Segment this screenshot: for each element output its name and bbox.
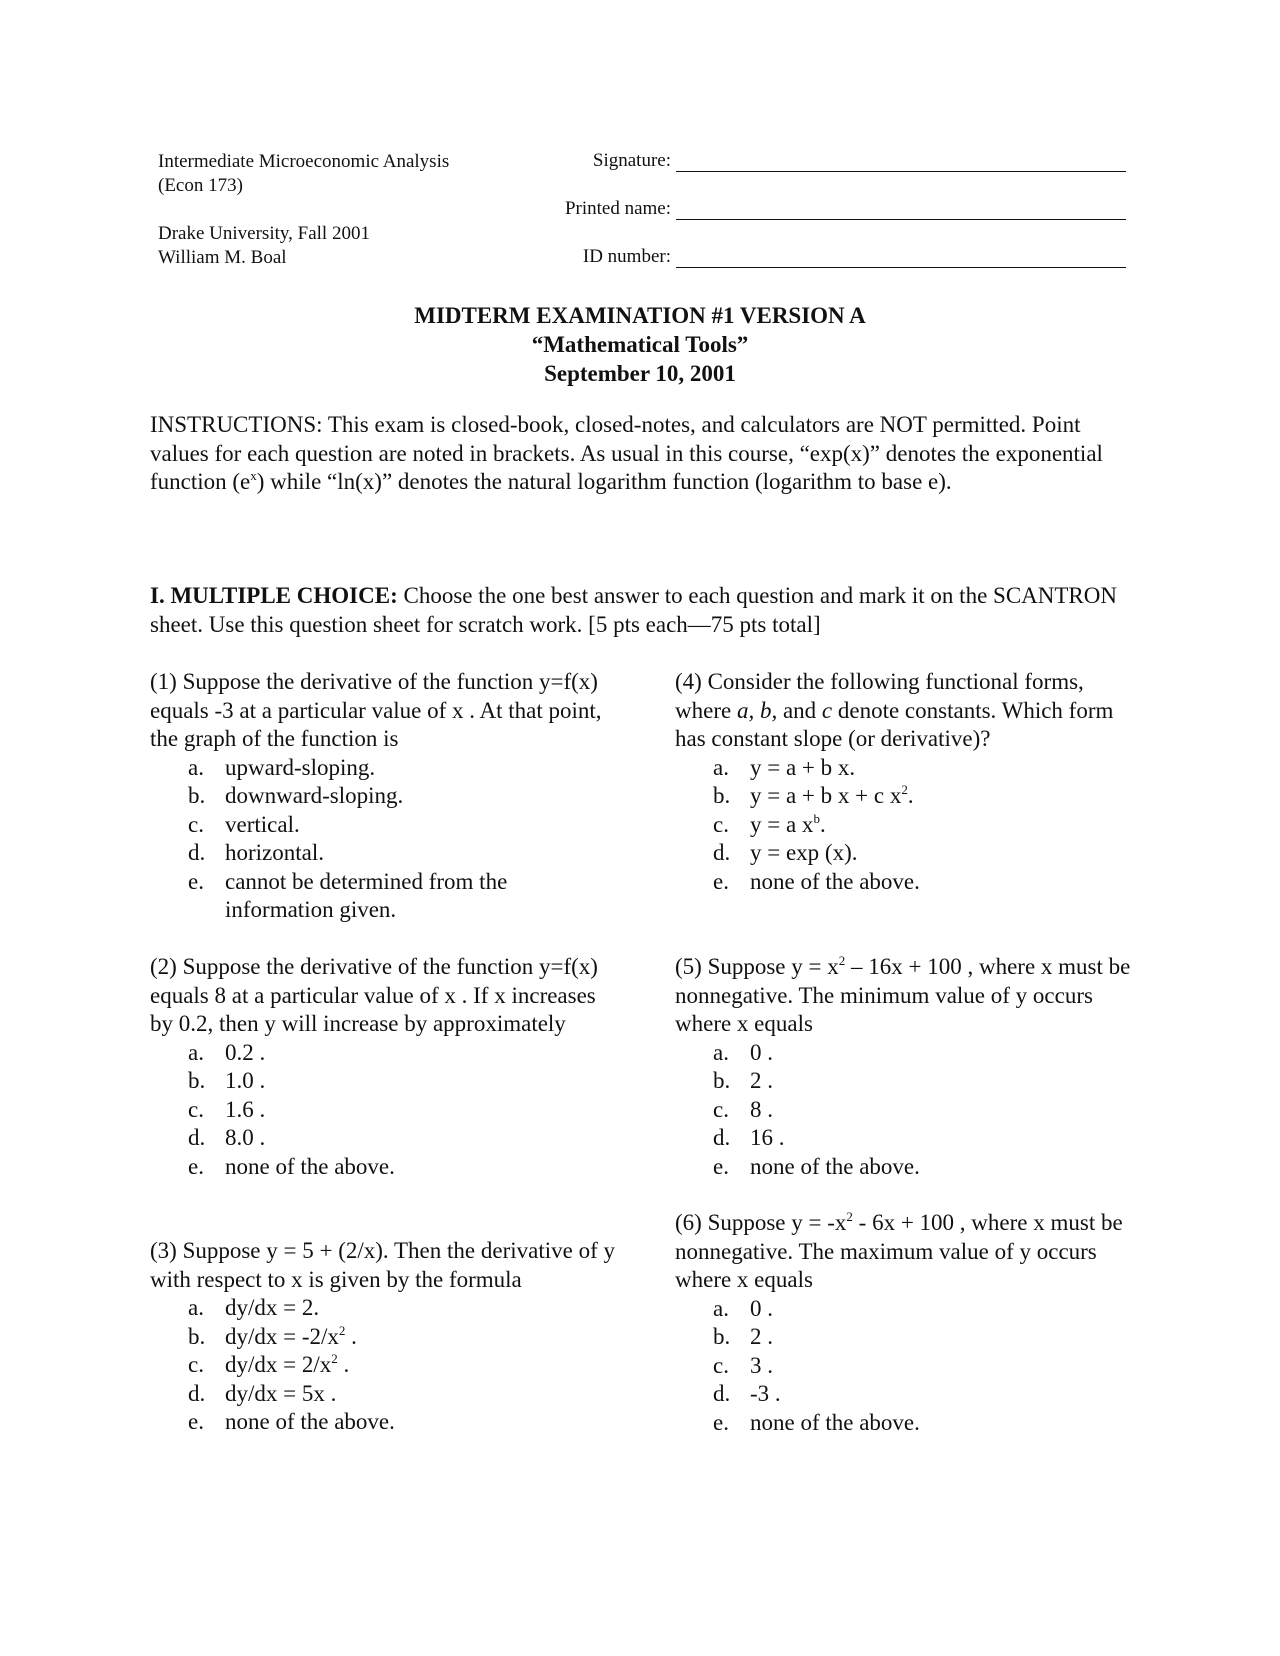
option-b: b. $dy/dx = -2/x^2$ .	[188, 1322, 357, 1349]
option-a: a. dy/dx = 2.	[188, 1295, 320, 1320]
id-number-label: ID number:	[582, 246, 671, 267]
course-info	[158, 150, 449, 270]
printed-name-field	[480, 198, 1126, 224]
section-multiple-choice	[150, 582, 1130, 639]
option-e: e. none of the above.	[713, 1153, 920, 1179]
option-a: a. 0 .	[713, 1295, 773, 1321]
question-stem: (4) Consider the following functional forms, where a, b, and c denote constants. Which form has constant slope (or derivative)?	[675, 669, 1114, 751]
question-2	[150, 953, 620, 1181]
question-stem: (3) Suppose y = 5 + (2/x). Then the derivative of y with respect to x is given by the formula	[150, 1238, 615, 1292]
exam-title-line2: “Mathematical Tools”	[531, 332, 749, 357]
exam-title	[0, 301, 1280, 388]
question-3	[150, 1237, 620, 1437]
question-stem: (5) Suppose $y = x^2 - 16x + 100$ , where x must be nonnegative. The minimum value of y occurs where x equals	[675, 953, 1131, 1036]
option-d: d. dy/dx = 5x .	[188, 1380, 337, 1406]
question-stem: (6) Suppose $y = -x^2 - 6x + 100$ , where x must be nonnegative. The maximum value of y occurs where x equals	[675, 1209, 1123, 1292]
option-a: a. 0 .	[713, 1039, 773, 1065]
exam-title-line1: MIDTERM EXAMINATION #1 VERSION A	[414, 303, 866, 328]
signature-line[interactable]	[676, 171, 1126, 172]
option-e: e. cannot be determined from the information given.	[188, 868, 508, 922]
option-e: e. none of the above.	[188, 1153, 395, 1179]
section-text: Choose the one best answer to each question and mark it on the SCANTRON sheet. Use this question sheet for scratch work. [5 pts each—75 pts total]	[150, 583, 1117, 637]
question-4	[675, 668, 1135, 896]
option-a: a. 0.2 .	[188, 1039, 266, 1065]
course-number: (Econ 173)	[158, 175, 243, 196]
course-title: Intermediate Microeconomic Analysis	[158, 151, 450, 172]
option-c: c. 1.6 .	[188, 1096, 266, 1122]
option-b: b. downward-sloping.	[188, 783, 404, 808]
id-number-field	[480, 246, 1126, 272]
question-6	[675, 1209, 1135, 1437]
option-a: a. y = a + b x.	[713, 754, 856, 780]
option-c: c. vertical.	[188, 811, 300, 837]
school-term: Drake University, Fall 2001	[158, 223, 370, 244]
printed-name-label: Printed name:	[564, 198, 671, 219]
option-b: b. 2 .	[713, 1068, 773, 1093]
question-stem: (2) Suppose the derivative of the function y=f(x) equals 8 at a particular value of x . If x increases by 0.2, then y will increase by approximately	[150, 954, 598, 1036]
question-5	[675, 953, 1135, 1181]
section-heading: I. MULTIPLE CHOICE:	[150, 583, 398, 608]
option-d: d. 8.0 .	[188, 1125, 266, 1150]
printed-name-line[interactable]	[676, 219, 1126, 220]
option-d: d. 16 .	[713, 1125, 785, 1150]
option-c: c. y = a $x^b$.	[713, 810, 826, 837]
option-e: e. none of the above.	[713, 1409, 920, 1435]
signature-label: Signature:	[592, 150, 671, 171]
instructor-name: William M. Boal	[158, 247, 287, 268]
option-c: c. 3 .	[713, 1352, 773, 1378]
option-d: d. horizontal.	[188, 840, 324, 865]
option-d: d. y = exp (x).	[713, 840, 858, 865]
question-stem: (1) Suppose the derivative of the function y=f(x) equals -3 at a particular value of x . At that point, the graph of the function is	[150, 669, 602, 751]
question-1	[150, 668, 620, 925]
id-number-line[interactable]	[676, 267, 1126, 268]
option-e: e. none of the above.	[188, 1409, 395, 1434]
exam-date: September 10, 2001	[544, 361, 736, 386]
option-c: c. 8 .	[713, 1096, 773, 1122]
signature-field	[480, 150, 1126, 176]
instructions: INSTRUCTIONS: This exam is closed-book, closed-notes, and calculators are NOT permitted. Point values for each question are noted in brackets. As usual in this course, “exp(x)” denotes the exponential function $(e^x)$ while “ln(x)” denotes the natural logarithm function (logarithm to base e).	[150, 412, 1103, 494]
option-c: c. $dy/dx = 2/x^2$ .	[188, 1351, 350, 1377]
option-e: e. none of the above.	[713, 868, 920, 894]
option-b: b. 1.0 .	[188, 1068, 266, 1093]
option-a: a. upward-sloping.	[188, 754, 376, 780]
option-b: b. y = a + b x + c $x^2$.	[713, 782, 914, 808]
option-d: d. -3 .	[713, 1381, 781, 1406]
option-b: b. 2 .	[713, 1324, 773, 1349]
